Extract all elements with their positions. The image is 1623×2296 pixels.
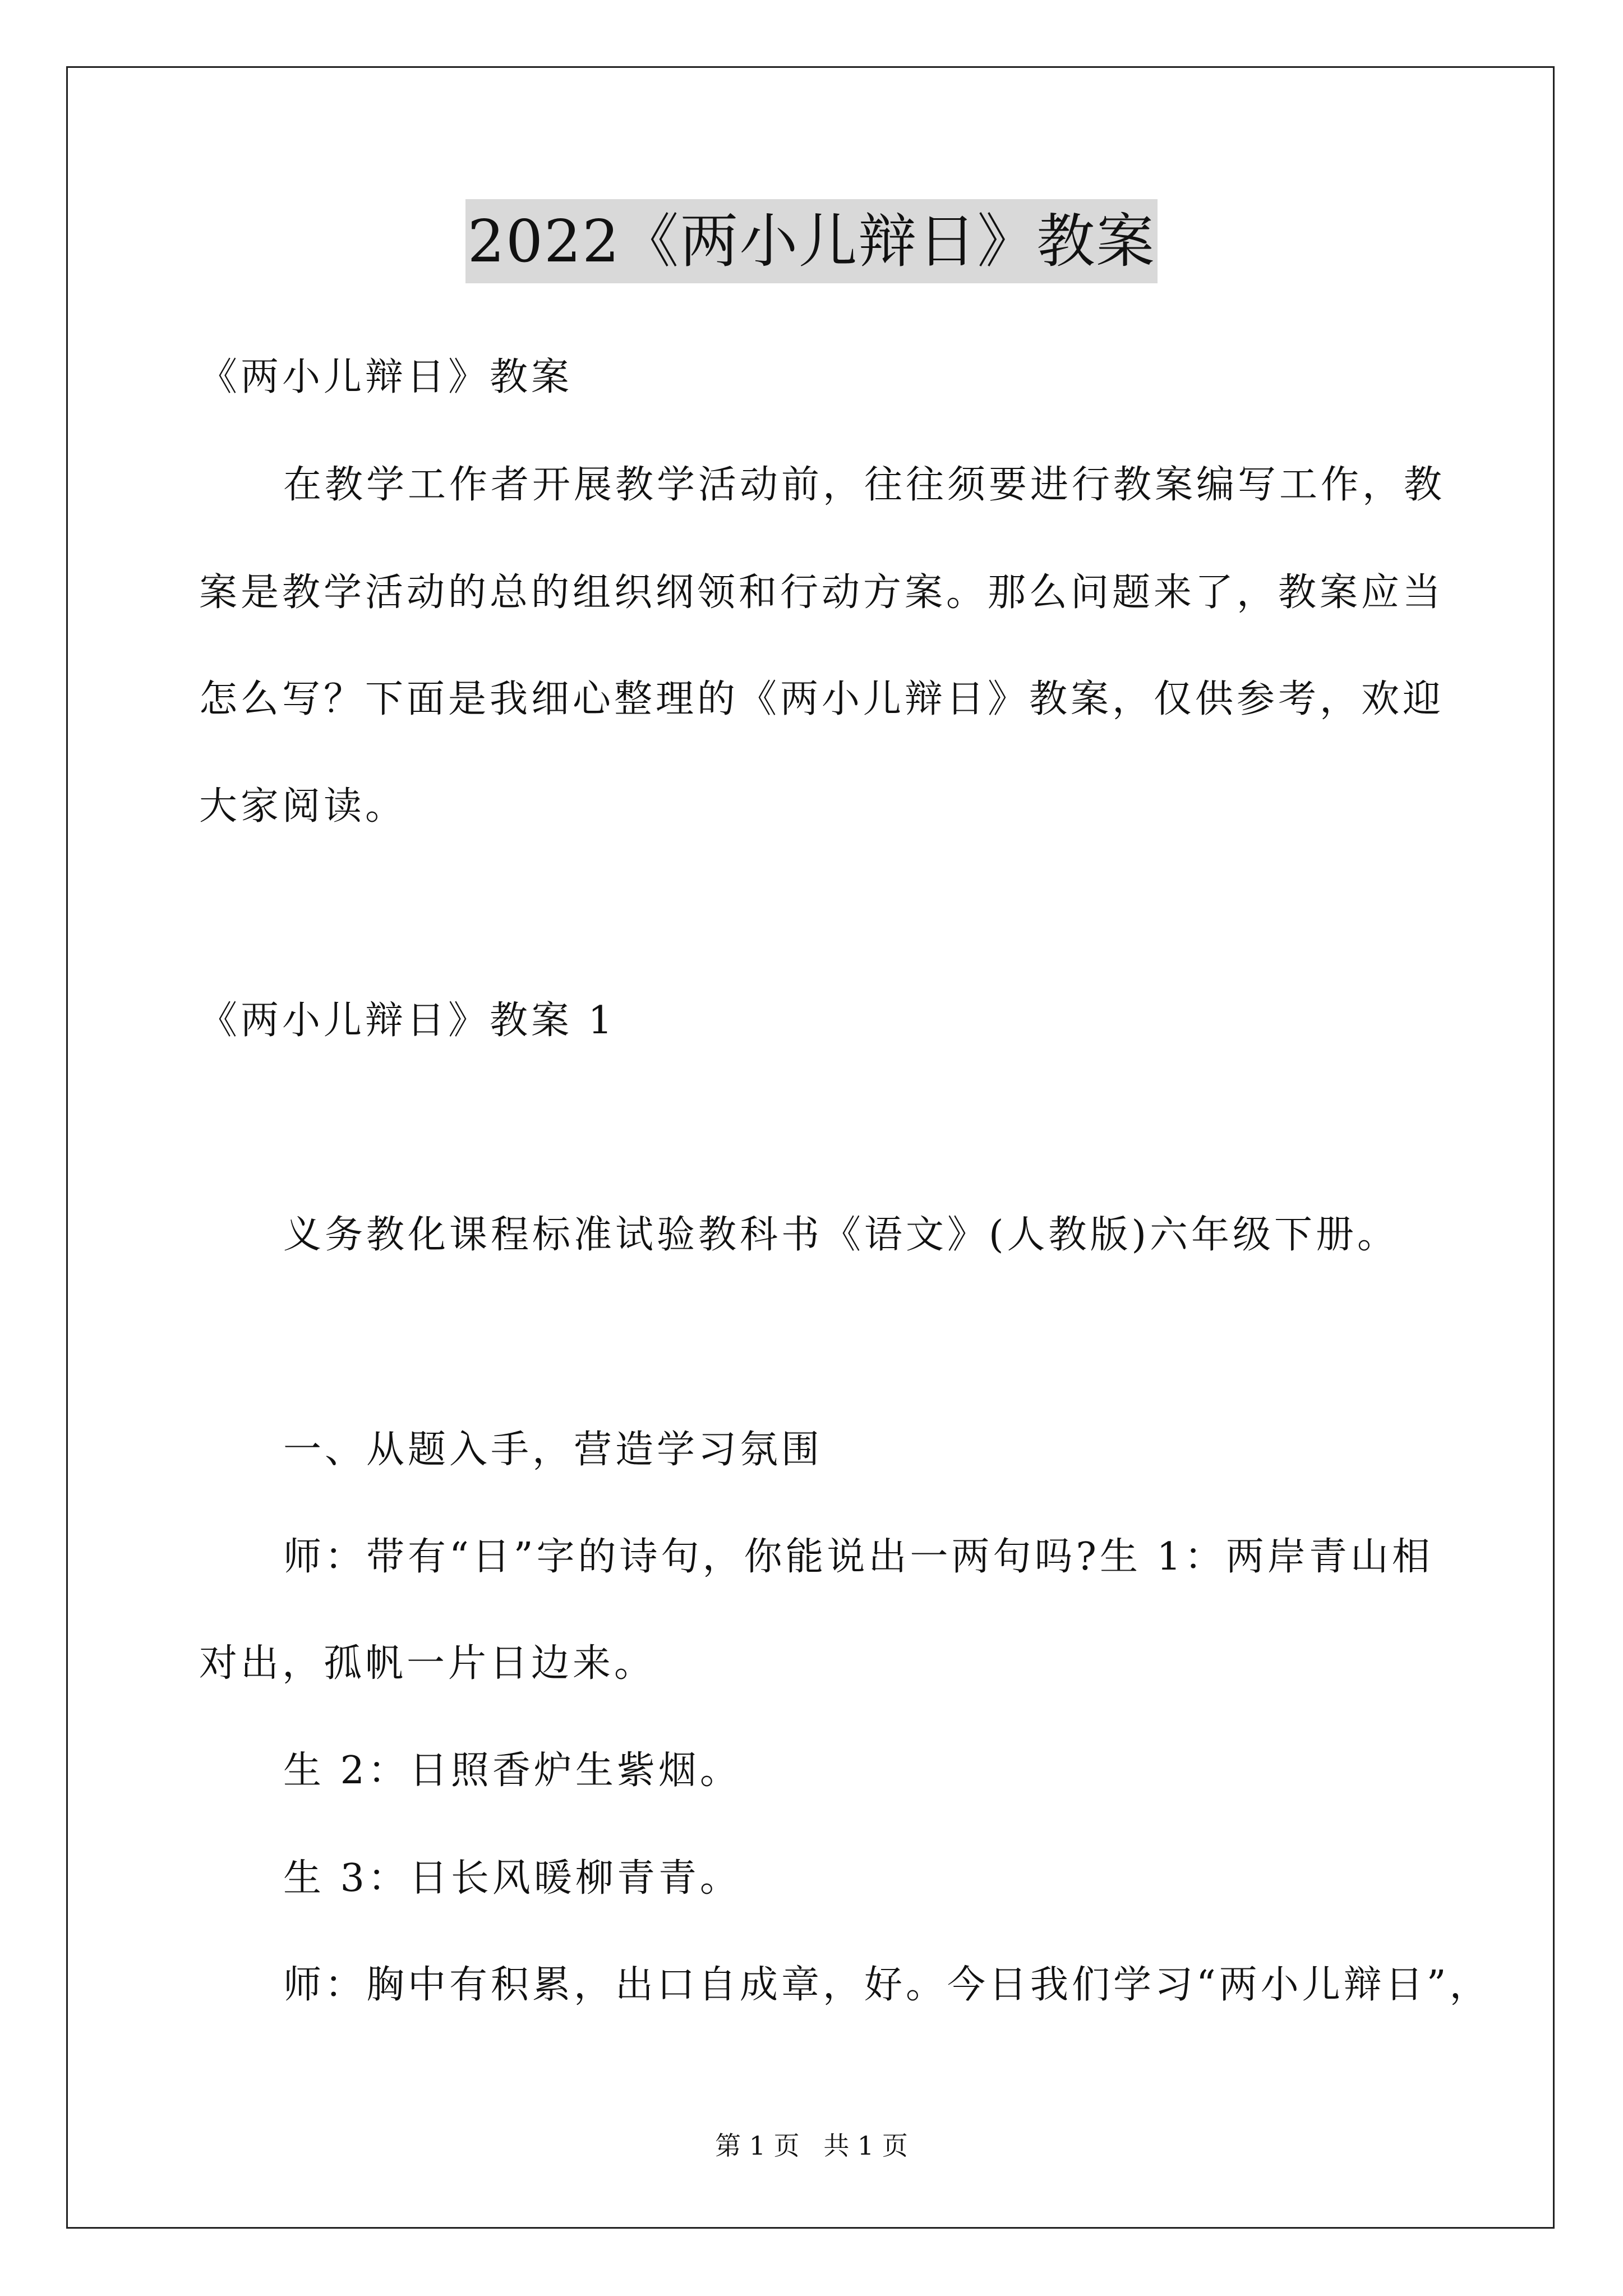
title-container bbox=[0, 199, 1623, 283]
paragraph-line: 大家阅读。 bbox=[199, 784, 407, 829]
paragraph-line: 义务教化课程标准试验教科书《语文》(人教版)六年级下册。 bbox=[283, 1213, 1399, 1257]
paragraph-line: 师：胸中有积累，出口自成章，好。今日我们学习“两小儿辩日”， bbox=[283, 1963, 1491, 2007]
paragraph-line: 在教学工作者开展教学活动前，往往须要进行教案编写工作，教 bbox=[283, 463, 1446, 507]
paragraph-line: 对出，孤帆一片日边来。 bbox=[199, 1641, 656, 1686]
section-heading: 《两小儿辩日》教案 1 bbox=[199, 999, 616, 1043]
paragraph-line: 生 2：日照香炉生紫烟。 bbox=[283, 1749, 741, 1793]
paragraph-line: 怎么写？下面是我细心整理的《两小儿辩日》教案，仅供参考，欢迎 bbox=[199, 677, 1445, 721]
page-footer bbox=[0, 2129, 1623, 2162]
document-title: 2022《两小儿辩日》教案 bbox=[465, 199, 1158, 283]
paragraph-line: 案是教学活动的总的组织纲领和行动方案。那么问题来了，教案应当 bbox=[199, 570, 1445, 615]
page-number-current: 第 1 页 bbox=[715, 2131, 800, 2161]
subsection-heading: 一、从题入手，营造学习氛围 bbox=[283, 1428, 823, 1472]
section-heading: 《两小儿辩日》教案 bbox=[199, 355, 573, 399]
page-number-total: 共 1 页 bbox=[823, 2131, 908, 2161]
paragraph-line: 生 3：日长风暖柳青青。 bbox=[283, 1856, 741, 1901]
paragraph-line: 师：带有“日”字的诗句，你能说出一两句吗?生 1：两岸青山相 bbox=[283, 1535, 1433, 1579]
